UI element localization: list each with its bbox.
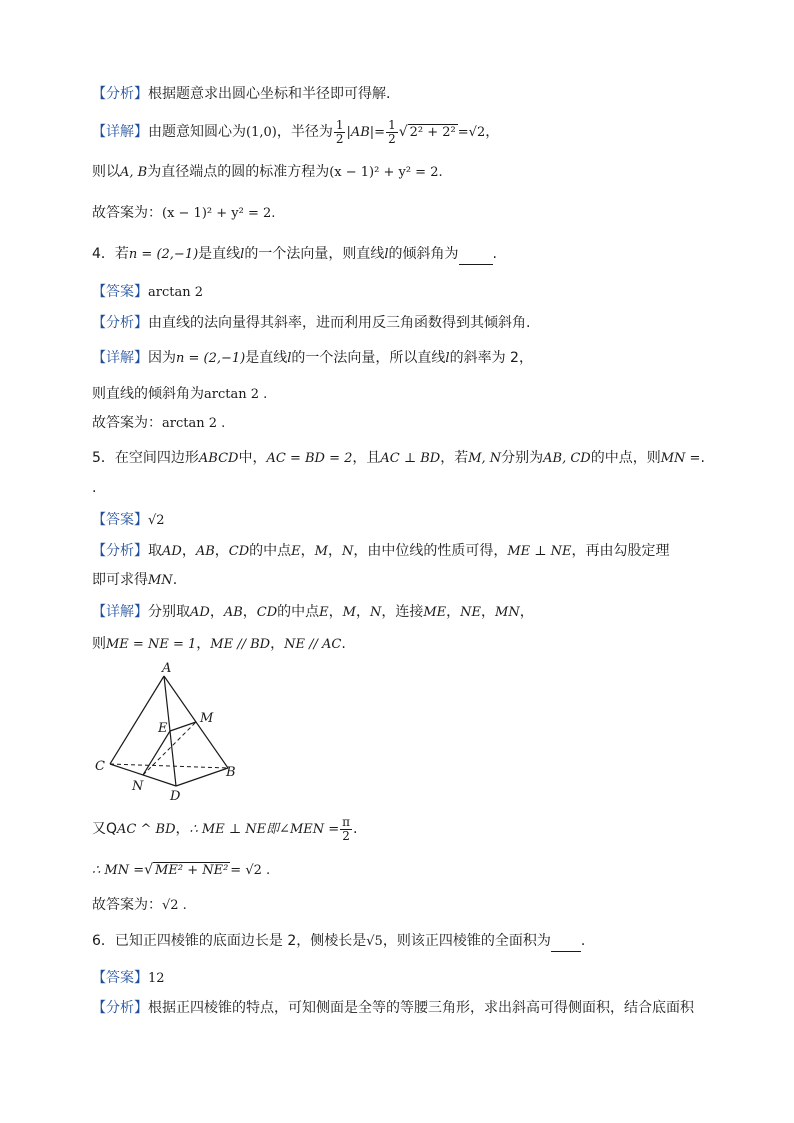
analysis-line <box>92 313 530 333</box>
circle-equation: (x − 1)² + y² = 2. <box>329 165 443 180</box>
segment: MN <box>148 573 173 588</box>
analysis-tag: 【分析】 <box>92 315 148 331</box>
comma: ， <box>175 821 190 837</box>
comma: ， <box>446 604 461 620</box>
edge: AB <box>195 544 215 559</box>
text: 是直线 <box>245 350 288 366</box>
equal-lengths: ME = NE = 1 <box>106 637 197 652</box>
center-coord: (1,0) <box>246 125 277 140</box>
points-mn: M, N <box>468 451 502 466</box>
text: 的中点 <box>249 543 292 559</box>
comma: ， <box>300 543 315 559</box>
perpendicular: AC ⊥ BD <box>380 451 441 466</box>
detail-line: 【详解】由题意知圆心为(1,0)，半径为 $\frac{1}{2}$ |AB|= $\frac{1}{2}$ √ 2² + 2² =√2， <box>92 117 500 146</box>
answer-value: arctan 2 . <box>162 416 226 431</box>
edge: AD <box>162 544 182 559</box>
segment: NE <box>460 605 482 620</box>
analysis-line-2 <box>92 570 177 591</box>
comma: ， <box>196 636 211 652</box>
equals-sign-2: = <box>457 125 469 140</box>
answer-line <box>92 895 187 916</box>
edge-length: √5 <box>366 934 383 949</box>
equals-sign: = <box>374 125 386 140</box>
comma: ， <box>209 604 224 620</box>
analysis-line <box>92 541 669 562</box>
analysis-text: 根据正四棱锥的特点，可知侧面是全等的等腰三角形，求出斜高可得侧面积，结合底面积 <box>148 1000 694 1016</box>
text: 则 <box>92 636 106 652</box>
analysis-text: 根据题意求出圆心坐标和半径即可得解. <box>148 86 391 102</box>
edge: CD <box>256 605 278 620</box>
normal-vector: n = (2,−1) <box>128 247 199 262</box>
comma: ， <box>355 604 370 620</box>
therefore-expression: ∴ ME ⊥ NE即∠MEN = <box>189 822 340 837</box>
sqrt-expression: ME² + NE² <box>155 863 229 878</box>
label-e: E <box>158 721 168 736</box>
angle-line <box>92 814 358 845</box>
equation-line <box>92 162 443 183</box>
answer-label: 故答案为： <box>92 205 162 221</box>
analysis-tag: 【分析】 <box>92 1000 148 1016</box>
label-b: B <box>226 765 236 780</box>
text: 则直线的倾斜角为 <box>92 386 204 402</box>
label-c: C <box>95 759 105 774</box>
edge-db <box>176 768 228 786</box>
period: . <box>341 636 346 652</box>
text: 的一个法向量，则直线 <box>244 246 385 262</box>
question-number: 4．若 <box>92 246 129 262</box>
answer-tag: 【答案】 <box>92 512 148 528</box>
line-l: l <box>240 247 245 262</box>
point: M <box>342 605 356 620</box>
period: . <box>353 821 358 837</box>
comma: ， <box>485 124 500 140</box>
edge: AD <box>190 605 210 620</box>
detail-line <box>92 602 534 623</box>
pi-over-2: $\frac{\pi}{2}$ <box>342 814 351 843</box>
answer-line <box>92 510 165 531</box>
answer-line <box>92 413 225 434</box>
answer-tag: 【答案】 <box>92 970 148 986</box>
label-d: D <box>170 789 181 804</box>
text: ，连接 <box>381 604 424 620</box>
mn-length: MN = <box>660 451 701 466</box>
analysis-line <box>92 998 694 1018</box>
detail-text-b: ，半径为 <box>276 124 333 140</box>
comma: ， <box>242 604 257 620</box>
comma: ， <box>214 543 229 559</box>
equal-lengths: AC = BD = 2 <box>266 451 353 466</box>
mn-equals: ∴ MN = <box>92 863 145 878</box>
detail-tag: 【详解】 <box>92 124 148 140</box>
label-m: M <box>200 711 214 726</box>
question-6 <box>92 931 585 952</box>
text: 的一个法向量，所以直线 <box>291 350 446 366</box>
radius-value: √2 <box>468 125 486 140</box>
comma: ， <box>481 604 496 620</box>
answer-line <box>92 968 165 989</box>
perpendicular: ME ⊥ NE <box>507 544 572 559</box>
segment: ME <box>423 605 447 620</box>
answer-blank <box>459 250 493 265</box>
perpendicular: AC ^ BD <box>117 822 176 837</box>
answer-value: arctan 2 <box>148 285 203 300</box>
answer-value: √2 . <box>162 898 187 913</box>
text: 是直线 <box>198 246 241 262</box>
parallel: NE // AC <box>284 637 342 652</box>
text: 的中点 <box>277 604 320 620</box>
normal-vector: n = (2,−1) <box>176 351 246 366</box>
point: N <box>341 544 354 559</box>
point: M <box>314 544 328 559</box>
text: ，若 <box>440 450 469 466</box>
line-l: l <box>287 351 292 366</box>
answer-tag: 【答案】 <box>92 284 148 300</box>
half-fraction-2: $\frac{1}{2}$ <box>388 117 396 146</box>
edge-cb-hidden <box>110 764 228 768</box>
detail-line <box>92 348 533 369</box>
answer-blank <box>551 937 581 952</box>
analysis-line <box>92 84 390 104</box>
angle-line <box>92 384 267 405</box>
point: E <box>319 605 329 620</box>
edge: AB <box>223 605 243 620</box>
analysis-text: 由直线的法向量得其斜率，进而利用反三角函数得到其倾斜角. <box>148 315 531 331</box>
label-n: N <box>132 779 144 794</box>
period: . <box>580 933 586 949</box>
question-number: 6．已知正四棱锥的底面边长是 2，侧棱长是 <box>92 933 367 949</box>
edge: CD <box>228 544 250 559</box>
answer-equation: (x − 1)² + y² = 2. <box>162 206 276 221</box>
edges: AB, CD <box>543 451 591 466</box>
answer-line <box>92 282 203 303</box>
text: 的中点，则 <box>590 450 661 466</box>
pythagoras-line: ∴ MN =√ ME² + NE² = √2 . <box>92 862 271 878</box>
tetrahedron-figure <box>92 660 242 810</box>
period: . <box>172 572 178 588</box>
text: 取 <box>148 543 162 559</box>
answer-value: √2 <box>148 513 165 528</box>
text: ，由中位线的性质可得， <box>353 543 508 559</box>
text: 即可求得 <box>92 572 148 588</box>
answer-value: 12 <box>148 971 165 986</box>
text: 又Q <box>92 821 118 837</box>
text: 的斜率为 2， <box>449 350 533 366</box>
comma: ， <box>328 604 343 620</box>
period: . <box>700 450 705 466</box>
analysis-tag: 【分析】 <box>92 543 148 559</box>
text: 分别取 <box>148 604 190 620</box>
period: . <box>492 246 497 262</box>
angle-value: arctan 2 . <box>204 387 268 402</box>
segment: MN <box>495 605 520 620</box>
half-fraction: $\frac{1}{2}$ <box>335 117 344 146</box>
segment-em <box>170 722 196 731</box>
answer-line <box>92 203 275 224</box>
line-l: l <box>445 351 450 366</box>
text: 为直径端点的圆的标准方程为 <box>147 164 330 180</box>
length-line <box>92 634 346 655</box>
parallel: ME // BD <box>210 637 271 652</box>
comma: ， <box>270 636 285 652</box>
point: E <box>291 544 301 559</box>
points-ab: A, B <box>120 165 148 180</box>
segment-en <box>143 731 170 775</box>
text: 分别为 <box>501 450 544 466</box>
text: 的倾斜角为 <box>388 246 459 262</box>
analysis-tag: 【分析】 <box>92 86 148 102</box>
text: ，再由勾股定理 <box>571 543 670 559</box>
detail-text: 由题意知圆心为 <box>148 124 246 140</box>
continuation-dot: . <box>92 480 97 496</box>
answer-label: 故答案为： <box>92 897 162 913</box>
text: ，则该正四棱锥的全面积为 <box>382 933 551 949</box>
comma: ， <box>519 604 534 620</box>
ab-length: |AB| <box>346 125 375 140</box>
detail-tag: 【详解】 <box>92 604 148 620</box>
result: = √2 . <box>230 863 271 878</box>
label-a: A <box>162 661 172 676</box>
detail-tag: 【详解】 <box>92 350 148 366</box>
answer-label: 故答案为： <box>92 415 162 431</box>
text: 因为 <box>148 350 176 366</box>
question-4 <box>92 244 497 265</box>
quad-name: ABCD <box>198 451 239 466</box>
comma: ， <box>327 543 342 559</box>
comma: ， <box>181 543 196 559</box>
line-l: l <box>384 247 389 262</box>
text: 则以 <box>92 164 120 180</box>
text: 中， <box>238 450 267 466</box>
question-5 <box>92 448 705 469</box>
text: ，且 <box>352 450 381 466</box>
edge-ac <box>110 676 164 764</box>
question-number: 5．在空间四边形 <box>92 450 199 466</box>
point: N <box>369 605 382 620</box>
sqrt-expression: 2² + 2² <box>409 125 456 140</box>
